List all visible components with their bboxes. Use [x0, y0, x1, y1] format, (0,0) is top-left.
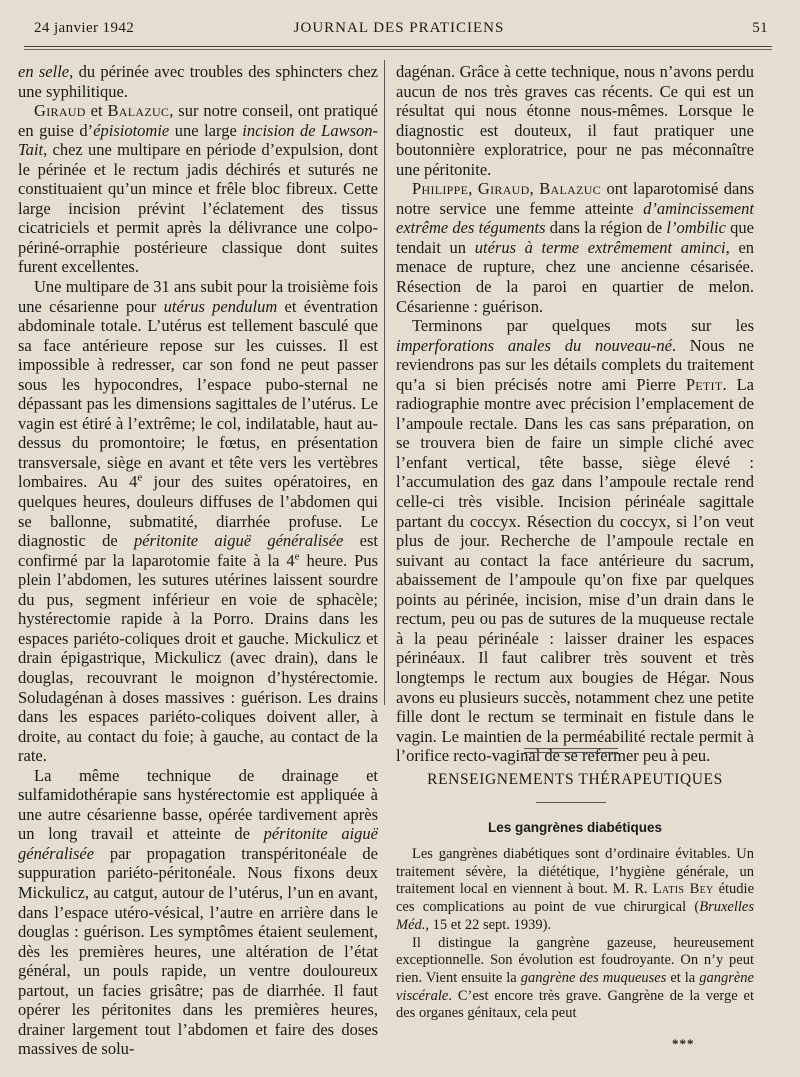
text: Terminons par quelques mots sur les — [412, 316, 754, 336]
section-divider — [524, 748, 618, 749]
author-name: Philippe — [412, 179, 469, 199]
journal-title: JOURNAL DES PRATICIENS — [293, 20, 505, 36]
text: dagénan. Grâce à cette technique, nous n’avons perdu aucun de nos très graves cas récents. Ce qui est un résultat qui nous étonne nous-mêmes. Lorsque le diagnostic est douteux, il faut pratiquer une boutonnière exploratrice, pour ne pas méconnaître une péritonite. — [396, 62, 754, 179]
paragraph — [18, 766, 378, 1059]
text: est confirmé par la laparotomie faite à la 4 — [18, 531, 378, 570]
text: Il distingue la gangrène gazeuse, heureusement exceptionnelle. Son évolution est foudroyante. On n’y peut rien. Vient ensuite la — [396, 934, 754, 986]
text: , du périnée avec troubles des sphincters chez une syphilitique. — [18, 62, 378, 101]
section-title: RENSEIGNEMENTS THÉRAPEUTIQUES — [427, 771, 723, 788]
italic-text: utérus à terme extrêmement aminci — [474, 237, 726, 257]
author-name: Balazuc — [539, 179, 601, 199]
text: jour des suites opératoires, en quelques heures, douleurs diffuses de l’abdomen qui se ballonne, submatité, diarrhée profuse. Le diagnostic de — [18, 472, 378, 551]
paragraph — [396, 846, 754, 935]
italic-text: utérus pendulum — [163, 296, 278, 316]
italic-text: l’ombilic — [666, 218, 726, 238]
text: . Nous ne reviendrons pas sur les détails complets du traitement qu’a si bien précisés notre ami Pierre — [396, 335, 754, 394]
text: ont laparotomisé dans notre service une femme atteinte — [396, 179, 755, 218]
section-divider — [536, 802, 606, 803]
right-column — [396, 62, 754, 766]
text: , sur notre conseil, ont pratiqué en guise d’ — [18, 101, 378, 140]
text: Une multipare de 31 ans subit pour la troisième fois une césarienne pour — [18, 277, 378, 316]
text: , 15 et 22 sept. 1939). — [425, 916, 552, 933]
article-title: Les gangrènes diabétiques — [487, 820, 663, 835]
superscript: e — [294, 550, 300, 563]
text: Les gangrènes diabétiques sont d’ordinaire évitables. Un traitement sévère, la diététique, l’hygiène générale, un traitement local en viennent à bout. M. R. — [396, 846, 754, 898]
paragraph — [18, 62, 378, 101]
text: et la — [666, 969, 700, 986]
text: par propagation transpéritonéale de suppuration pariéto-péritonéale. Nous fixons deux Mickulicz, au catgut, autour de l’utérus, l’un en avant, dans l’espace utéro-vésical, l’autre en arrière dans le douglas : guérison. Les symptômes étaient seulement, dès les premières heures, une altération de l’état général, un pouls rapide, un ventre douloureux partout, un facies grisâtre; pas de diarrhée. Il faut opérer les péritonites dans les premières heures, drainer largement tout l’abdomen et faire des doses massives de solu- — [18, 843, 378, 1059]
italic-text: péritonite aiguë généralisée — [133, 531, 344, 551]
text: , chez une multipare en période d’expulsion, dont le périnée et le rectum jadis déchirés et suturés ne constituaient qu’un mince et frêle bloc fibreux. Cette large incision prévint l’éclatement des tissus cicatriciels et permit après la délivrance une colpo-périné-orraphie postérieure classique dont suites furent excellentes. — [18, 140, 378, 277]
paragraph — [396, 62, 754, 179]
italic-text: épisiotomie — [93, 120, 170, 140]
text: heure. Pus plein l’abdomen, les sutures utérines laissent sourdre du pus, segment inférieur en voie de sphacèle; hystérectomie rapide à la Porro. Drains dans les espaces pariéto-coliques droit et gauche. Mickulicz et drain épigastrique, Mickulicz (avec drain), dans le douglas, recouvrant le moignon d’hystérectomie. Soludagénan à doses massives : guérison. Les drains dans les espaces pariéto-coliques doivent aller, à droite, au contact du foie; à gauche, au contact de la rate. — [18, 550, 379, 766]
italic-text: péritonite aiguë généralisée — [18, 824, 378, 863]
text: que tendait un — [396, 218, 754, 257]
italic-text: gangrène des muqueuses — [520, 969, 667, 986]
italic-text: d’amincissement extrême des téguments — [396, 198, 754, 238]
author-name: Latis Bey — [652, 881, 714, 898]
text: . La radiographie montre avec précision l’emplacement de l’ampoule rectale. Dans les cas sans préparation, on se trouvera bien de faire un simple cliché avec l’enfant vertical, tête basse, siège élevé : l’accumulation des gaz dans l’ampoule rectale rend celle-ci très visible. Incision périnéale sagittale partant du coccyx. Résection du coccyx, si l’on veut plus de jour. Recherche de l’ampoule rectale en suivant au contact la face antérieure du sacrum, abaissement de l’ampoule qu’on fixe par quelques points au périnée, incision, mise d’un drain dans le rectum, peu ou pas de sutures de la muqueuse rectale à la peau périnéale : laisser drainer les espaces périnéaux. Il faut calibrer très souvent et très longtemps le rectum aux bougies de Hégar. Nous avons eu plusieurs succès, notamment chez une petite fille dont le rectum se terminait en fistule dans le vagin. Le maintien de la perméabilité rectale permit à l’orifice recto-vaginal de se refermer peu à peu. — [396, 374, 754, 766]
text: et — [85, 101, 108, 121]
paragraph — [396, 179, 754, 316]
author-name: Balazuc — [107, 101, 170, 121]
text: . C’est encore très grave. Gangrène de la verge et des organes génitaux, cela peut — [396, 987, 754, 1022]
paragraph — [18, 101, 378, 277]
italic-text: Bruxelles Méd. — [396, 899, 754, 933]
paragraph — [18, 277, 378, 766]
italic-text: gangrène viscérale — [396, 969, 754, 1004]
article-body — [396, 846, 754, 1023]
text: , — [529, 179, 540, 199]
text: et éventration abdominale totale. L’utérus est tellement basculé que sa face antérieure repose sur les cuisses. Il est impossible à redresser, car son fond ne peut passer sous les hypocondres, l’espace pubo-sternal ne dépassant pas les dimensions sagittales de l’utérus. Le vagin est étiré à l’extrême; le col, indilatable, haut au-dessus du promontoire; le fœtus, en présentation transversale, siège en avant et tête vers les vertèbres lombaires. Au 4 — [18, 296, 378, 492]
header-rule — [24, 46, 772, 47]
text: La même technique de drainage et sulfamidothérapie sans hystérectomie est appliquée à une autre césarienne basse, opérée tardivement après un long travail et atteinte de — [18, 765, 378, 844]
left-column — [18, 62, 378, 1059]
column-divider — [384, 60, 385, 705]
text: , en menace de rupture, chez une ancienne césarisée. Résection de la paroi en quartier de melon. Césarienne : guérison. — [396, 237, 755, 316]
text: dans la région de — [545, 218, 667, 238]
italic-text: en selle — [18, 62, 70, 81]
author-name: Giraud — [477, 179, 530, 199]
italic-text: imperforations anales du nouveau-né — [396, 335, 672, 355]
header-date: 24 janvier 1942 — [34, 20, 135, 36]
text: étudie ces complications au point de vue chirurgical ( — [396, 881, 755, 916]
text: une large — [169, 120, 243, 140]
italic-text: incision de Lawson-Tait — [18, 120, 378, 160]
superscript: e — [137, 471, 143, 484]
section-divider — [524, 752, 618, 753]
header-rule-thin — [24, 49, 772, 50]
end-stars: *** — [672, 1036, 695, 1051]
paragraph — [396, 935, 754, 1024]
paragraph — [396, 316, 754, 766]
page-number: 51 — [752, 20, 768, 36]
author-name: Petit — [685, 374, 723, 394]
text: , — [468, 179, 478, 199]
running-header — [30, 20, 768, 42]
author-name: Giraud — [34, 101, 86, 121]
